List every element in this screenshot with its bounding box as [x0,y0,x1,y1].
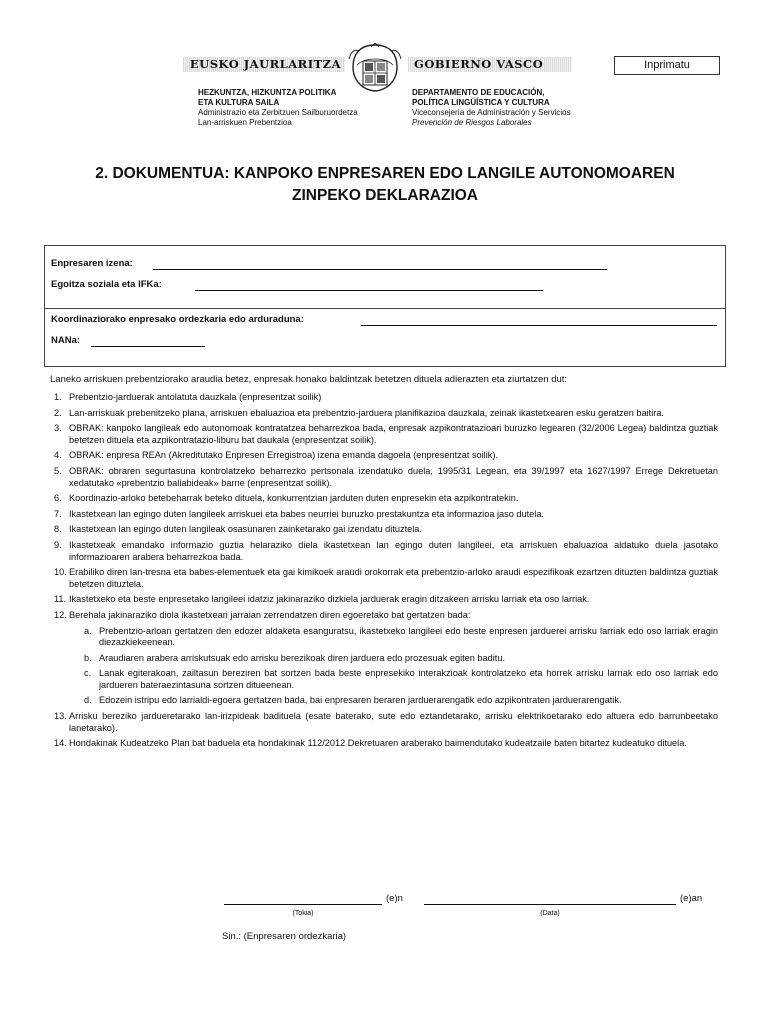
list-item [54,524,718,536]
item-number: 13. [54,711,67,722]
coordinator-label: Koordinaziorako enpresako ordezkaria edo arduraduna: [51,314,304,325]
place-field[interactable] [224,904,382,905]
list-item [54,423,718,446]
left-dept-line2: ETA KULTURA SAILA [198,98,280,107]
print-button[interactable]: Inprimatu [614,56,720,75]
item-number: 11. [54,594,67,605]
item-text: Hondakinak Kudeatzeko Plan bat baduela eta hondakinak 112/2012 Dekretuaren araberako baimendutako kudeatzaile baten bitartez kudeatuko dituela. [69,738,687,749]
right-dept-line1: DEPARTAMENTO DE EDUCACIÓN, [412,88,545,97]
intro-text: Laneko arriskuen prebentziorako araudia betez, enpresak honako baldintzak betetzen dituela adierazten eta ziurtatzen dut: [50,374,568,385]
header-left-bar: EUSKO JAURLARITZA [183,57,345,72]
address-label: Egoitza soziala eta IFKa: [51,279,162,290]
item-number: 10. [54,567,67,578]
item-number: 5. [54,465,62,476]
sub-item-text: Araudiaren arabera arriskutsuak edo arrisku berezikoak diren jarduera edo prozesuak egiten baditu. [99,652,506,663]
list-item [54,509,718,521]
title-line2: ZINPEKO DEKLARAZIOA [292,187,478,204]
coordinator-field[interactable] [361,325,717,326]
item-text: Ikastetxean lan egingo duten langileek arriskuei eta babes neurriei buruzko prestakuntza eta informazioa jaso dutela. [69,508,544,519]
item-text: OBRAK: kanpoko langileak edo autonomoak kontratatzea beharrezkoa bada, enpresak azpikontratazioari buruzko legearen (32/2006 Legea) baldintza guztiak betetzen dituela eta azpikontratazio-liburu bat daukala (enpresentzat soilik). [69,423,718,445]
sub-list-item [84,626,718,649]
sub-item-letter: c. [84,668,92,679]
right-department-block [412,88,571,128]
box-divider [45,308,725,309]
right-dept-line2: POLÍTICA LINGÜÍSTICA Y CULTURA [412,98,550,107]
sub-item-letter: b. [84,652,92,663]
date-caption: (Data) [540,910,560,917]
sub-item-letter: a. [84,625,92,636]
list-item [54,567,718,590]
sub-list [69,626,718,708]
sub-list-item [84,695,718,707]
item-text: OBRAK: enpresa REAn (Akreditutako Enpresen Erregistroa) izena emanda dagoela (enpresentzat soilik). [69,450,498,461]
item-number: 14. [54,738,67,749]
item-text: Ikastetxeak emandako informazio guztia helaraziko diela ikastetxean lan egingo duten langileei, eta arriskuen ebaluazioa aldatuko duela jasotako informazioaren arabera beharrezkoa bada. [69,539,718,562]
list-item [54,610,718,707]
left-dept-line4: Lan-arriskuen Prebentzioa [198,118,292,127]
place-caption: (Tokia) [292,910,314,917]
list-item [54,392,718,404]
item-text: Arrisku bereziko jardueretarako lan-irizpideak badituela (esate baterako, sute edo eztandetarako, arrisku elektrikoetarako edo altuera edo barrunbeetako lanetarako). [69,711,718,733]
list-item [54,738,718,750]
item-number: 8. [54,524,62,535]
item-number: 3. [54,423,62,434]
left-department-block [198,88,358,128]
item-text: Berehala jakinaraziko diola ikastetxeari jarraian zerrendatzen diren egoeretako bat gertatzen bada: [69,609,471,620]
date-field[interactable] [424,904,676,905]
sub-list-item [84,653,718,665]
item-number: 7. [54,508,62,519]
nan-label: NANa: [51,335,81,346]
sub-list-item [84,668,718,691]
list-item [54,594,718,606]
item-text: Prebentzio-jarduerak antolatuta dauzkala (enpresentzat soilik) [69,392,322,402]
item-text: OBRAK: obraren segurtasuna kontrolatzeko beharrezko pertsonala izendatuko duela, 1995/31 Legean, eta 39/1997 eta 1627/1997 Errege Dekretuetan xedatutako «prebentzio baliabideak» barne (enpresentzat soilik). [69,465,718,488]
item-number: 2. [54,407,62,418]
sub-item-text: Edozein istripu edo larrialdi-egoera gertatzen bada, bai enpresaren beraren jarduerarengatik edo azpikontraten jarduerarengatik. [99,695,622,706]
list-item [54,493,718,505]
nan-field[interactable] [91,346,205,347]
right-dept-line4: Prevención de Riesgos Laborales [412,118,532,127]
item-text: Koordinazio-arloko betebeharrak beteko dituela, konkurrentzian jarduten duten enpresekin eta azpikontratekin. [69,493,519,504]
right-dept-line3: Viceconsejería de Administración y Servicios [412,108,571,117]
company-info-box [44,245,726,367]
item-text: Ikastetxeko eta beste enpresetako langileei idatziz jakinaraziko dizkiela jarduerak eragin ditzakeen arrisku larriak eta oso larriak. [69,594,590,605]
item-number: 12. [54,609,67,620]
list-item [54,450,718,462]
sub-item-letter: d. [84,695,92,706]
company-name-field[interactable] [153,269,607,270]
list-item [54,711,718,734]
signature-label: Sin.: (Enpresaren ordezkaria) [222,931,347,942]
basque-government-crest-icon [345,43,405,93]
item-number: 1. [54,392,62,402]
left-dept-line1: HEZKUNTZA, HIZKUNTZA POLITIKA [198,88,337,97]
header-right-bar: GOBIERNO VASCO [408,57,572,72]
item-number: 6. [54,493,62,504]
item-text: Ikastetxean lan egingo duten langileak osasunaren zainketarako gai izendatu dituztela. [69,524,422,535]
list-item [54,408,718,420]
title-line1: 2. DOKUMENTUA: KANPOKO ENPRESAREN EDO LANGILE AUTONOMOAREN [95,165,675,182]
item-text: Lan-arriskuak prebenitzeko plana, arriskuen ebaluazioa eta prebentzio-jarduera planifikazioa dauzkala, zeinak ikastetxearen esku geratzen baitira. [69,407,664,418]
conditions-list [54,392,718,754]
place-suffix: (e)n [386,893,403,904]
left-dept-line3: Administrazio eta Zerbitzuen Sailburuordetza [198,108,358,117]
date-suffix: (e)an [680,893,703,904]
address-field[interactable] [195,290,543,291]
list-item [54,540,718,563]
company-name-label: Enpresaren izena: [51,258,133,269]
item-number: 9. [54,539,62,550]
list-item [54,466,718,489]
item-text: Erabiliko diren lan-tresna eta babes-elementuek eta gai kimikoek araudi orokorrak eta prebentzio-arloko araudi espezifikoak ezartzen dituzten baldintza guztiak betetzen dituztela. [69,567,718,589]
document-title [40,163,730,207]
sub-item-text: Prebentzio-arloan gertatzen den edozer aldaketa esanguratsu, ikastetxeko langileei edo beste enpresen jarduerei arrisku larriak edo oso larriak eragin diezazkiekeenean. [99,625,718,648]
item-number: 4. [54,450,62,461]
sub-item-text: Lanak egiterakoan, zailtasun bereziren bat sortzen bada beste enpresekiko interakzioak kontrolatzeko eta horrek arrisku larriak edo oso larriak edo jardueren bateraezintasuna sortzen ditueenean. [99,668,718,690]
